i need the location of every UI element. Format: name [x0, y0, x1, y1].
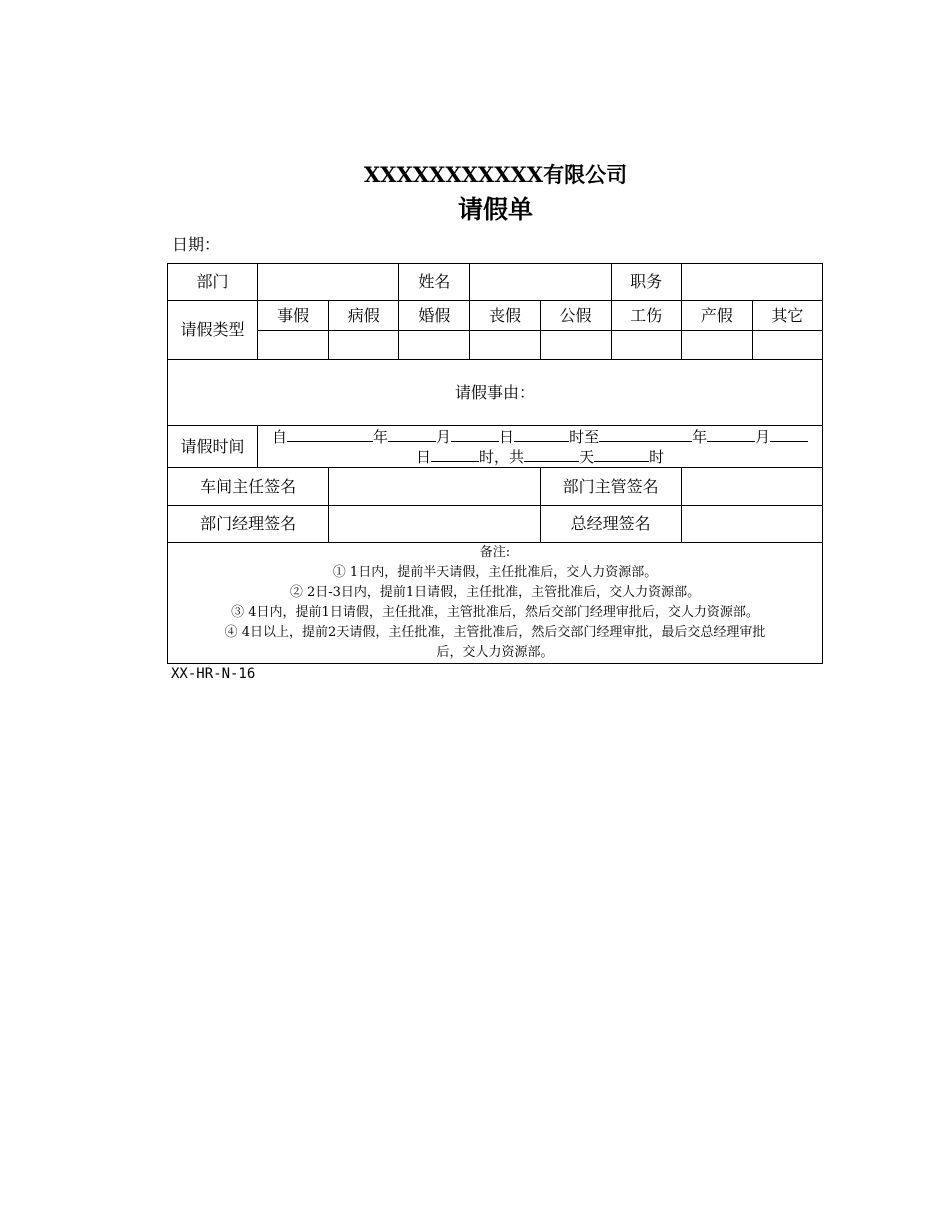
leave-type-sick: 病假 [329, 301, 399, 331]
start-hour-blank[interactable] [514, 427, 569, 442]
leave-type-official-check[interactable] [540, 331, 611, 360]
dept-manager-sign-label: 部门经理签名 [168, 506, 329, 543]
name-field[interactable] [470, 264, 611, 301]
leave-type-maternity-check[interactable] [681, 331, 752, 360]
days-text: 天 [579, 447, 595, 466]
dept-supervisor-sign-label: 部门主管签名 [540, 468, 681, 506]
leave-time-line-1 [258, 427, 822, 447]
leave-type-other: 其它 [752, 301, 822, 331]
dept-manager-sign-field[interactable] [329, 506, 540, 543]
total-hours-blank[interactable] [594, 447, 649, 462]
day-text: 日 [499, 427, 515, 446]
leave-time-line-2 [258, 447, 822, 467]
leave-time-label: 请假时间 [168, 426, 258, 468]
note-item-3: ③ 4日内，提前1日请假，主任批准，主管批准后，然后交部门经理审批后，交人力资源部。 [231, 605, 759, 620]
leave-time-field[interactable] [258, 426, 823, 468]
leave-type-personal-check[interactable] [258, 331, 329, 360]
general-manager-sign-field[interactable] [681, 506, 822, 543]
month-text: 月 [436, 427, 452, 446]
leave-type-marriage-check[interactable] [399, 331, 470, 360]
end-year-text: 年 [692, 427, 708, 446]
workshop-director-sign-field[interactable] [329, 468, 540, 506]
leave-type-maternity: 产假 [681, 301, 752, 331]
leave-reason-cell[interactable] [168, 360, 823, 426]
note-item-4-continued: 后，交人力资源部。 [436, 645, 554, 660]
end-day-text: 日 [416, 447, 432, 466]
note-item-1: ① 1日内，提前半天请假，主任批准后，交人力资源部。 [332, 565, 658, 580]
end-month-text: 月 [755, 427, 771, 446]
start-month-blank[interactable] [388, 427, 436, 442]
note-item-2: ② 2日-3日内，提前1日请假，主任批准，主管批准后，交人力资源部。 [289, 585, 701, 600]
leave-form-table [167, 263, 823, 664]
hour-to-text: 时至 [569, 427, 600, 446]
general-manager-sign-label: 总经理签名 [540, 506, 681, 543]
position-field[interactable] [681, 264, 822, 301]
workshop-director-sign-label: 车间主任签名 [168, 468, 329, 506]
start-year-blank[interactable] [287, 427, 373, 442]
leave-type-sick-check[interactable] [329, 331, 399, 360]
leave-type-marriage: 婚假 [399, 301, 470, 331]
note-item-4: ④ 4日以上，提前2天请假，主任批准，主管批准后，然后交部门经理审批，最后交总经理审批 [224, 625, 766, 640]
leave-type-injury: 工伤 [611, 301, 681, 331]
dept-supervisor-sign-field[interactable] [681, 468, 822, 506]
leave-type-personal: 事假 [258, 301, 329, 331]
department-label: 部门 [168, 264, 258, 301]
end-year-blank[interactable] [599, 427, 692, 442]
leave-reason-label: 请假事由： [454, 382, 535, 402]
leave-type-other-check[interactable] [752, 331, 822, 360]
department-field[interactable] [258, 264, 399, 301]
leave-type-bereavement: 丧假 [470, 301, 540, 331]
company-name: XXXXXXXXXXX有限公司 [363, 162, 628, 187]
leave-type-injury-check[interactable] [611, 331, 681, 360]
total-hour-text: 时，共 [479, 447, 525, 466]
notes-cell [168, 543, 823, 664]
total-days-blank[interactable] [524, 447, 579, 462]
form-title: 请假单 [457, 195, 533, 224]
end-month-blank[interactable] [707, 427, 755, 442]
leave-type-bereavement-check[interactable] [470, 331, 540, 360]
end-hour-blank[interactable] [431, 447, 479, 462]
year-text: 年 [373, 427, 389, 446]
end-day-blank[interactable] [770, 427, 808, 442]
position-label: 职务 [611, 264, 681, 301]
from-text: 自 [272, 427, 288, 446]
form-code: XX-HR-N-16 [171, 666, 256, 682]
start-day-blank[interactable] [451, 427, 499, 442]
hours-text: 时 [649, 447, 665, 466]
date-label: 日期： [172, 235, 221, 254]
name-label: 姓名 [399, 264, 470, 301]
leave-type-label: 请假类型 [168, 301, 258, 360]
leave-type-official: 公假 [540, 301, 611, 331]
notes-label: 备注: [479, 545, 511, 560]
